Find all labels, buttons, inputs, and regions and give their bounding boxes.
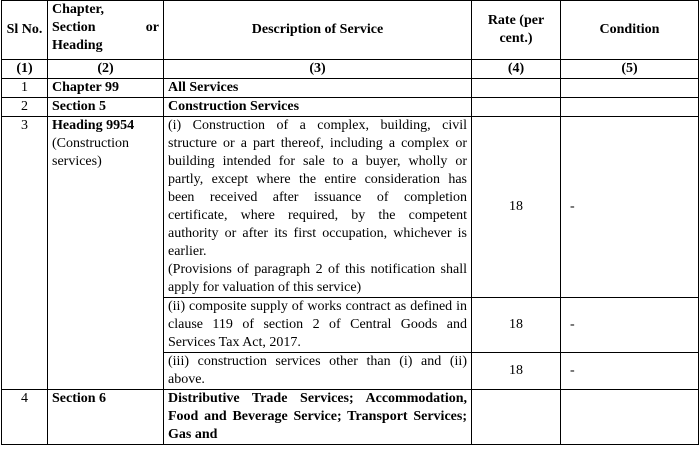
header-chapter-line3: Heading <box>52 38 103 53</box>
chapter-cell: Section 6 <box>48 390 164 445</box>
header-chapter-line2a: Section <box>52 20 96 35</box>
description-cell: (ii) composite supply of works contract as defined in clause 119 of section 2 of Central Goods and Services Tax Act, 2017. <box>164 298 472 353</box>
header-condition <box>561 1 699 60</box>
sl-cell: 2 <box>2 98 48 117</box>
description-cell: All Services <box>164 79 472 98</box>
condition-cell: - <box>561 298 699 353</box>
header-condition-text: Condition <box>599 22 660 37</box>
header-chapter-line2b: or <box>145 20 159 35</box>
table-row <box>2 390 699 445</box>
chapter-cell <box>48 117 164 390</box>
rate-schedule-table <box>1 0 699 445</box>
header-chapter <box>48 1 164 60</box>
description-cell: Construction Services <box>164 98 472 117</box>
sl-cell: 3 <box>2 117 48 390</box>
column-number: (1) <box>2 60 48 79</box>
header-chapter-line1: Chapter, <box>52 2 104 17</box>
table-row <box>2 98 699 117</box>
condition-cell: - <box>561 353 699 390</box>
condition-cell <box>561 390 699 445</box>
header-description-text: Description of Service <box>251 22 384 37</box>
header-sl-no-text: Sl No. <box>6 22 43 37</box>
table-header-row <box>2 1 699 60</box>
header-sl-no <box>2 1 48 60</box>
condition-cell <box>561 79 699 98</box>
table-row <box>2 79 699 98</box>
column-number: (4) <box>472 60 561 79</box>
description-cell: Distributive Trade Services; Accommodation, Food and Beverage Service; Transport Services; Gas and <box>164 390 472 445</box>
rate-cell: 18 <box>472 353 561 390</box>
condition-cell: - <box>561 117 699 298</box>
rate-cell <box>472 79 561 98</box>
chapter-cell: Chapter 99 <box>48 79 164 98</box>
table-row <box>2 117 699 298</box>
header-rate <box>472 1 561 60</box>
condition-cell <box>561 98 699 117</box>
description-cell: (iii) construction services other than (i) and (ii) above. <box>164 353 472 390</box>
chapter-heading: Heading 9954 <box>52 118 135 133</box>
header-rate-text: Rate (per cent.) <box>487 13 545 46</box>
header-chapter-line2 <box>52 19 159 37</box>
column-number: (3) <box>164 60 472 79</box>
sl-cell: 1 <box>2 79 48 98</box>
column-number-row <box>2 60 699 79</box>
chapter-cell: Section 5 <box>48 98 164 117</box>
chapter-subheading: (Construction services) <box>52 136 129 169</box>
rate-cell: 18 <box>472 117 561 298</box>
rate-cell <box>472 98 561 117</box>
column-number: (5) <box>561 60 699 79</box>
item-text: (i) Construction of a complex, building, civil structure or a part thereof, including a complex or building intended for sale to a buyer, wholly or partly, except where the entire consideration has been received after issuance of completion certificate, where required, by the competent authority or after its first occupation, whichever is earlier. <box>168 118 467 259</box>
sl-cell: 4 <box>2 390 48 445</box>
rate-cell <box>472 390 561 445</box>
item-note: (Provisions of paragraph 2 of this notification shall apply for valuation of this service) <box>168 262 467 295</box>
header-description <box>164 1 472 60</box>
description-cell <box>164 117 472 298</box>
rate-cell: 18 <box>472 298 561 353</box>
column-number: (2) <box>48 60 164 79</box>
